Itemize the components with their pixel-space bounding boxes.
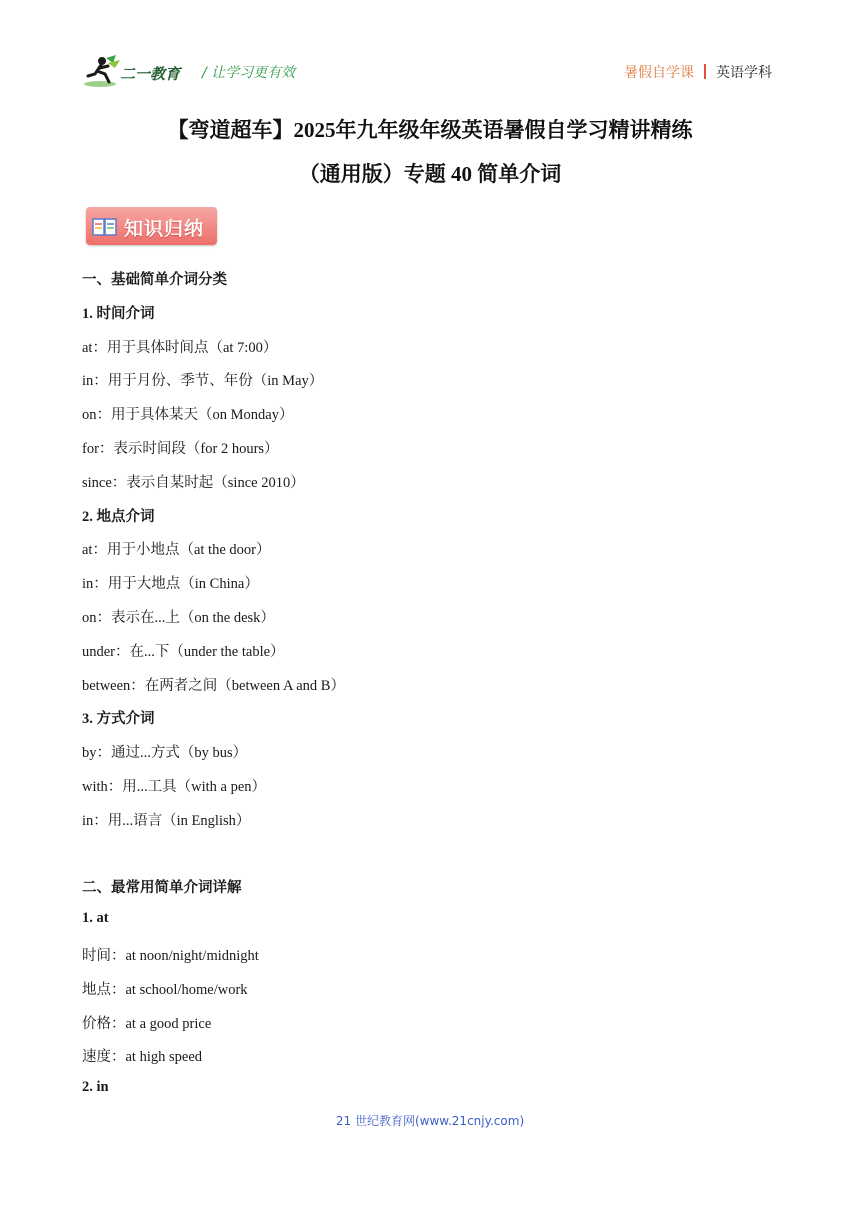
subsection-heading: 2. 地点介词 [82,508,155,525]
header-divider [704,64,706,79]
list-item: for：表示时间段（for 2 hours） [82,441,279,457]
list-item: between：在两者之间（between A and B） [82,677,345,694]
list-item: on：表示在...上（on the desk） [82,610,275,626]
list-item: under：在...下（under the table） [82,643,285,660]
list-item: with：用...工具（with a pen） [82,779,267,795]
list-item: on：用于具体某天（on Monday） [82,407,294,424]
page-subtitle: （通用版）专题 40 简单介词 [298,162,562,186]
list-item: in：用于大地点（in China） [82,576,259,593]
list-item: 速度：at high speed [82,1049,203,1066]
list-item: by：通过...方式（by bus） [82,745,248,762]
section-heading: 二、最常用简单介词详解 [82,880,242,897]
list-item: at：用于小地点（at the door） [82,542,271,559]
section-heading: 一、基础简单介词分类 [82,272,227,288]
book-icon [91,216,119,243]
list-item: since：表示自某时起（since 2010） [82,474,305,491]
list-item: in：用于月份、季节、年份（in May） [82,373,324,390]
course-label: 暑假自学课 [624,65,694,81]
list-item: at：用于具体时间点（at 7:00） [82,339,278,356]
page-title: 【弯道超车】2025年九年级年级英语暑假自学习精讲精练 [167,118,693,142]
subsection-heading: 1. at [82,910,109,927]
subsection-heading: 3. 方式介词 [82,711,155,728]
list-item: 时间：at noon/night/midnight [82,948,259,964]
list-item: 地点：at school/home/work [82,981,248,998]
page-footer: 21 世纪教育网(www.21cnjy.com) [335,1114,525,1128]
logo [82,54,190,90]
badge-label: 知识归纳 [124,218,205,240]
slogan: / 让学习更有效 [202,65,296,81]
list-item: in：用...语言（in English） [82,812,251,829]
header-course-info [624,62,772,82]
knowledge-summary-badge [86,207,217,245]
subsection-heading: 2. in [82,1079,109,1096]
logo-text: 二一教育 [120,65,181,83]
page-header [82,54,772,90]
list-item: 价格：at a good price [82,1015,212,1032]
subject-label: 英语学科 [716,65,772,81]
subsection-heading: 1. 时间介词 [82,305,155,322]
